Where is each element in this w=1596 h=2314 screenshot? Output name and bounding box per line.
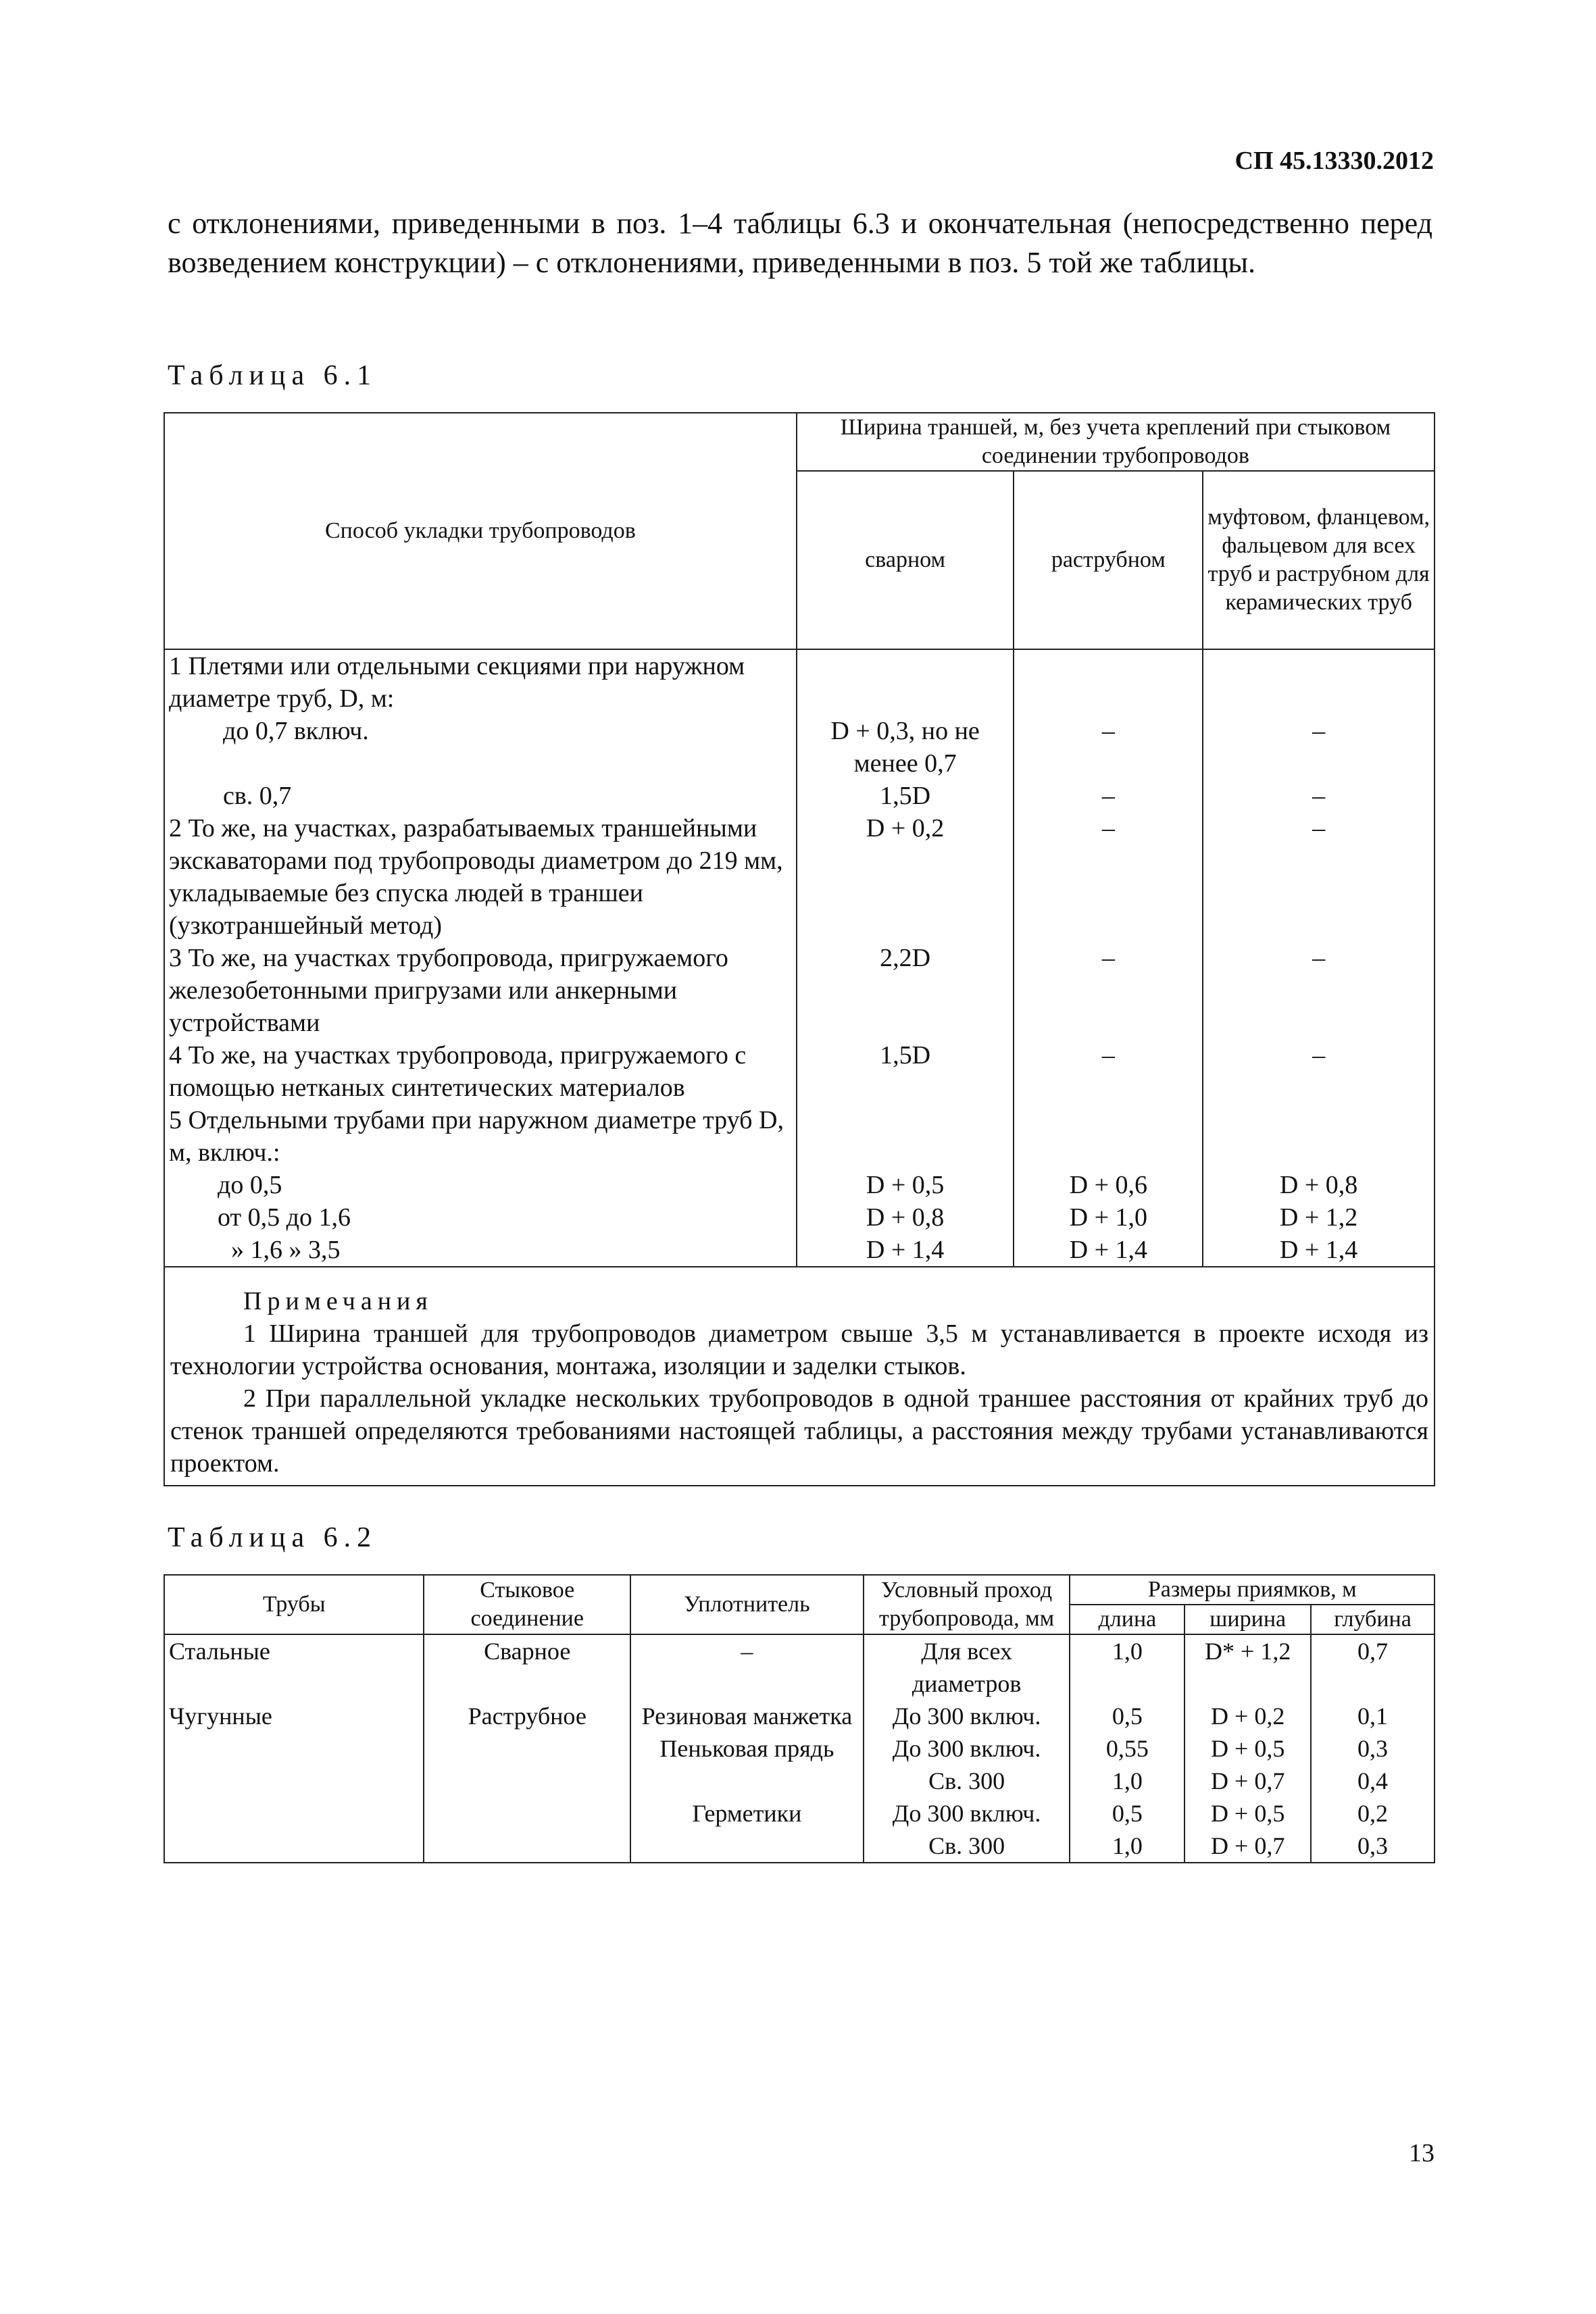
cell-bell: – (1014, 942, 1203, 1039)
cell-coupling (1203, 649, 1435, 715)
cell-width: D* + 1,2 (1184, 1634, 1311, 1700)
cell-coupling (1203, 1104, 1435, 1169)
cell-seal: – (630, 1634, 864, 1700)
header-width: ширина (1184, 1605, 1311, 1634)
table-row (164, 780, 1435, 812)
cell-bore: Св. 300 (864, 1830, 1070, 1863)
header-joint: Стыковое соединение (424, 1575, 630, 1634)
cell-coupling: D + 1,4 (1203, 1234, 1435, 1267)
header-bell: раструбном (1014, 471, 1203, 649)
cell-joint: Сварное (424, 1634, 630, 1700)
cell-bore: Для всех диаметров (864, 1634, 1070, 1700)
cell-bore: До 300 включ. (864, 1797, 1070, 1830)
header-seal: Уплотнитель (630, 1575, 864, 1634)
intro-text: с отклонениями, приведенными в поз. 1–4 таблицы 6.3 и окончательная (непосредственно перед возведением конструкции) – с отклонениями, приведенными в поз. 5 той же таблицы. (168, 207, 1432, 279)
table-row (164, 1797, 1435, 1830)
cell-welded: D + 1,4 (797, 1234, 1014, 1267)
cell-coupling: – (1203, 780, 1435, 812)
cell-width: D + 0,7 (1184, 1765, 1311, 1797)
cell-bell: D + 1,0 (1014, 1201, 1203, 1234)
cell-coupling: – (1203, 715, 1435, 780)
cell-coupling: D + 1,2 (1203, 1201, 1435, 1234)
header-trench-width-group: Ширина траншей, м, без учета креплений при стыковом соединении трубопроводов (797, 413, 1435, 471)
cell-welded: 1,5D (797, 780, 1014, 812)
header-welded: сварном (797, 471, 1014, 649)
table-row (164, 1732, 1435, 1765)
cell-bell: – (1014, 780, 1203, 812)
table-row (164, 1039, 1435, 1104)
cell-width: D + 0,7 (1184, 1830, 1311, 1863)
table-6-2 (164, 1574, 1435, 1863)
table-6-1-notes (164, 1267, 1435, 1486)
cell-joint (424, 1830, 630, 1863)
row-method: » 1,6 » 3,5 (231, 1236, 341, 1264)
table-6-1-caption: Таблица 6.1 (168, 360, 378, 391)
table-row (164, 1201, 1435, 1234)
cell-depth: 0,1 (1311, 1700, 1435, 1732)
row-method: 4 То же, на участках трубопровода, пригружаемого с помощью нетканых синтетических материалов (164, 1039, 797, 1104)
row-method: 3 То же, на участках трубопровода, пригружаемого железобетонными пригрузами или анкерными устройствами (164, 942, 797, 1039)
table-row (164, 1169, 1435, 1201)
cell-depth: 0,2 (1311, 1797, 1435, 1830)
cell-welded (797, 1104, 1014, 1169)
cell-width: D + 0,5 (1184, 1797, 1311, 1830)
page-number: 13 (1409, 2139, 1435, 2167)
cell-depth: 0,3 (1311, 1732, 1435, 1765)
cell-welded: D + 0,5 (797, 1169, 1014, 1201)
cell-length: 1,0 (1070, 1634, 1184, 1700)
row-method: до 0,5 (218, 1171, 282, 1199)
cell-seal: Пеньковая прядь (630, 1732, 864, 1765)
intro-paragraph (168, 204, 1432, 282)
table-row (164, 1700, 1435, 1732)
cell-welded (797, 649, 1014, 715)
cell-bell (1014, 1104, 1203, 1169)
table-row (164, 1104, 1435, 1169)
header-laying-method: Способ укладки трубопроводов (164, 413, 797, 649)
row-method: до 0,7 включ. (223, 717, 369, 745)
cell-bell (1014, 649, 1203, 715)
row-method: от 0,5 до 1,6 (218, 1203, 351, 1232)
cell-pipes: Чугунные (164, 1700, 424, 1732)
cell-joint: Раструбное (424, 1700, 630, 1732)
note-1: 1 Ширина траншей для трубопроводов диаметром свыше 3,5 м устанавливается в проекте исходя из технологии устройства основания, монтажа, изоляции и заделки стыков. (170, 1319, 1428, 1380)
cell-pipes (164, 1765, 424, 1797)
cell-welded: 2,2D (797, 942, 1014, 1039)
cell-welded: D + 0,3, но не менее 0,7 (797, 715, 1014, 780)
cell-coupling: D + 0,8 (1203, 1169, 1435, 1201)
table-row (164, 1234, 1435, 1267)
table-row (164, 812, 1435, 942)
cell-bore: До 300 включ. (864, 1700, 1070, 1732)
cell-length: 0,55 (1070, 1732, 1184, 1765)
cell-bore: До 300 включ. (864, 1732, 1070, 1765)
cell-length: 1,0 (1070, 1765, 1184, 1797)
cell-joint (424, 1797, 630, 1830)
cell-coupling: – (1203, 812, 1435, 942)
cell-coupling: – (1203, 942, 1435, 1039)
cell-pipes (164, 1830, 424, 1863)
table-6-1-header-row-1 (164, 413, 1435, 471)
cell-pipes: Стальные (164, 1634, 424, 1700)
cell-bell: D + 0,6 (1014, 1169, 1203, 1201)
header-coupling-flange: муфтовом, фланцевом, фальцевом для всех труб и раструбном для керамических труб (1203, 471, 1435, 649)
cell-width: D + 0,2 (1184, 1700, 1311, 1732)
table-row (164, 1765, 1435, 1797)
cell-pipes (164, 1797, 424, 1830)
cell-pipes (164, 1732, 424, 1765)
row-method: 2 То же, на участках, разрабатываемых траншейными экскаваторами под трубопроводы диаметром до 219 мм, укладываемые без спуска людей в траншеи (узкотраншейный метод) (164, 812, 797, 942)
table-row (164, 1830, 1435, 1863)
cell-width: D + 0,5 (1184, 1732, 1311, 1765)
header-depth: глубина (1311, 1605, 1435, 1634)
cell-bell: – (1014, 715, 1203, 780)
cell-depth: 0,3 (1311, 1830, 1435, 1863)
table-row (164, 1634, 1435, 1700)
header-pipes: Трубы (164, 1575, 424, 1634)
table-6-2-caption: Таблица 6.2 (168, 1522, 378, 1553)
table-6-1-notes-row (164, 1267, 1435, 1486)
cell-length: 1,0 (1070, 1830, 1184, 1863)
header-nominal-bore: Условный проход трубопровода, мм (864, 1575, 1070, 1634)
row-method: св. 0,7 (223, 782, 292, 810)
cell-welded: D + 0,2 (797, 812, 1014, 942)
cell-bell: – (1014, 812, 1203, 942)
cell-seal: Герметики (630, 1797, 864, 1830)
note-2: 2 При параллельной укладке нескольких трубопроводов в одной траншее расстояния от крайних труб до стенок траншей определяются требованиями настоящей таблицы, а расстояния между трубами устанавливаются проектом. (170, 1384, 1428, 1478)
table-row (164, 649, 1435, 715)
cell-welded: D + 0,8 (797, 1201, 1014, 1234)
cell-joint (424, 1732, 630, 1765)
table-6-2-header-row-1 (164, 1575, 1435, 1605)
cell-bell: D + 1,4 (1014, 1234, 1203, 1267)
notes-title: Примечания (243, 1287, 433, 1315)
table-row (164, 942, 1435, 1039)
cell-depth: 0,4 (1311, 1765, 1435, 1797)
cell-bore: Св. 300 (864, 1765, 1070, 1797)
cell-seal (630, 1765, 864, 1797)
document-code: СП 45.13330.2012 (1235, 147, 1434, 175)
cell-seal (630, 1830, 864, 1863)
cell-bell: – (1014, 1039, 1203, 1104)
row-method: 5 Отдельными трубами при наружном диаметре труб D, м, включ.: (164, 1104, 797, 1169)
cell-seal: Резиновая манжетка (630, 1700, 864, 1732)
cell-joint (424, 1765, 630, 1797)
header-length: длина (1070, 1605, 1184, 1634)
cell-coupling: – (1203, 1039, 1435, 1104)
row-method: 1 Плетями или отдельными секциями при наружном диаметре труб, D, м: (164, 649, 797, 715)
cell-depth: 0,7 (1311, 1634, 1435, 1700)
cell-length: 0,5 (1070, 1797, 1184, 1830)
cell-welded: 1,5D (797, 1039, 1014, 1104)
cell-length: 0,5 (1070, 1700, 1184, 1732)
table-6-1 (164, 412, 1435, 1486)
table-row (164, 715, 1435, 780)
header-pit-dimensions: Размеры приямков, м (1070, 1575, 1435, 1605)
